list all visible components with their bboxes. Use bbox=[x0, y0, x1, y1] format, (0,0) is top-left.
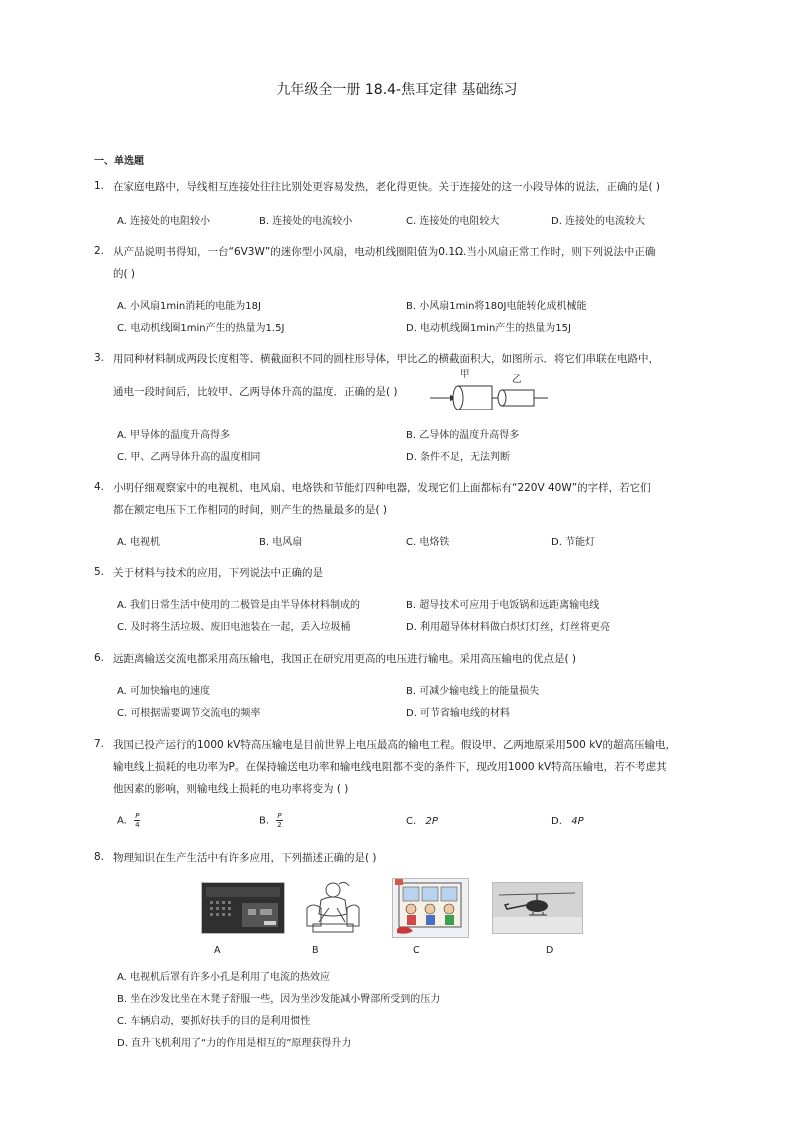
question-stem-line-2: 的( ) bbox=[113, 268, 136, 280]
option-d: D. 可节省输电线的材料 bbox=[406, 708, 511, 719]
conductor-drawing bbox=[430, 366, 550, 410]
option-d: D. 连接处的电流较大 bbox=[551, 216, 646, 227]
option-c: C. 甲、乙两导体升高的温度相同 bbox=[117, 452, 261, 463]
fraction bbox=[276, 812, 282, 829]
question-stem-line-2: 通电一段时间后，比较甲、乙两导体升高的温度．正确的是( ) bbox=[113, 386, 398, 398]
option-d: D. 电动机线圈1min产生的热量为15J bbox=[406, 323, 571, 334]
helicopter-image bbox=[492, 882, 583, 934]
figure-label-a: A bbox=[214, 945, 221, 956]
option-d: D. 直升飞机利用了“力的作用是相互的”原理获得升力 bbox=[117, 1038, 352, 1049]
question-stem-line-1: 从产品说明书得知，一台“6V3W”的迷你型小风扇，电动机线圈阻值为0.1Ω.当小风扇正常工作时，则下列说法中正确 bbox=[113, 246, 656, 258]
question-stem: 远距离输送交流电都采用高压输电，我国正在研究用更高的电压进行输电。采用高压输电的优点是( ) bbox=[113, 653, 577, 665]
question-number: 4. bbox=[94, 481, 105, 493]
option-b: B. 小风扇1min将180J电能转化成机械能 bbox=[406, 301, 587, 312]
option-a bbox=[117, 812, 140, 829]
sofa-image bbox=[299, 878, 361, 936]
option-b: B. 可减少输电线上的能量损失 bbox=[406, 686, 540, 697]
label-jia: 甲 bbox=[460, 369, 470, 380]
question-stem: 关于材料与技术的应用，下列说法中正确的是 bbox=[113, 567, 323, 579]
question-stem: 在家庭电路中，导线相互连接处往往比别处更容易发热，老化得更快。关于连接处的这一小段导体的说法，正确的是( ) bbox=[113, 181, 661, 193]
option-c: C. 电烙铁 bbox=[406, 537, 450, 548]
option-a: A. 电视机 bbox=[117, 537, 161, 548]
option-text: 2P bbox=[425, 816, 438, 827]
figure-label-c: C bbox=[413, 945, 420, 956]
option-c: C. 可根据需要调节交流电的频率 bbox=[117, 708, 261, 719]
option-a: A. 可加快输电的速度 bbox=[117, 686, 211, 697]
question-number: 1. bbox=[94, 180, 105, 192]
option-c: C. 车辆启动，要抓好扶手的目的是利用惯性 bbox=[117, 1016, 311, 1027]
fraction-numerator: P bbox=[135, 812, 140, 820]
question-stem-line-2: 都在额定电压下工作相同的时间，则产生的热量最多的是( ) bbox=[113, 504, 388, 516]
option-b: B. 坐在沙发比坐在木凳子舒服一些，因为坐沙发能减小臀部所受到的压力 bbox=[117, 994, 441, 1005]
option-d: D. 条件不足，无法判断 bbox=[406, 452, 511, 463]
question-number: 2. bbox=[94, 245, 105, 257]
option-letter: A. bbox=[117, 815, 127, 827]
section-heading: 一、单选题 bbox=[94, 156, 144, 167]
fraction-numerator: P bbox=[277, 812, 282, 820]
fraction-denominator: 2 bbox=[277, 821, 282, 829]
label-yi: 乙 bbox=[512, 374, 522, 385]
option-b: B. 乙导体的温度升高得多 bbox=[406, 430, 520, 441]
tv-back-drawing bbox=[202, 883, 284, 933]
bus-image bbox=[392, 878, 469, 938]
question-stem-line-3: 他因素的影响，则输电线上损耗的电功率将变为 ( ) bbox=[113, 783, 349, 795]
question-stem-line-1: 小明仔细观察家中的电视机、电风扇、电烙铁和节能灯四种电器，发现它们上面都标有“220V 40W”的字样，若它们 bbox=[113, 482, 651, 494]
option-d bbox=[551, 815, 584, 827]
option-b bbox=[259, 812, 283, 829]
option-d: D. 利用超导体材料做白炽灯灯丝，灯丝将更亮 bbox=[406, 622, 611, 633]
option-b: B. 超导技术可应用于电饭锅和远距离输电线 bbox=[406, 600, 600, 611]
bus-drawing bbox=[393, 879, 468, 937]
option-b: B. 连接处的电流较小 bbox=[259, 216, 353, 227]
option-a: A. 甲导体的温度升高得多 bbox=[117, 430, 231, 441]
option-letter: D. bbox=[551, 816, 562, 827]
figure-label-b: B bbox=[312, 945, 319, 956]
question-stem-line-1: 我国已投产运行的1000 kV特高压输电是目前世界上电压最高的输电工程。假设甲、乙两地原采用500 kV的超高压输电， bbox=[113, 739, 676, 751]
question-number: 6. bbox=[94, 652, 105, 664]
fraction-denominator: 4 bbox=[135, 821, 140, 829]
question-number: 8. bbox=[94, 851, 105, 863]
option-letter: B. bbox=[259, 815, 270, 827]
tv-back-image bbox=[201, 882, 285, 934]
option-c: C. 电动机线圈1min产生的热量为1.5J bbox=[117, 323, 285, 334]
option-a: A. 小风扇1min消耗的电能为18J bbox=[117, 301, 261, 312]
question-stem-line-1: 用同种材料制成两段长度相等、横截面积不同的圆柱形导体，甲比乙的横截面积大，如图所示．将它们串联在电路中， bbox=[113, 353, 659, 365]
option-d: D. 节能灯 bbox=[551, 537, 596, 548]
question-stem-line-2: 输电线上损耗的电功率为P。在保持输送电功率和输电线电阻都不变的条件下，现改用1000 kV特高压输电，若不考虑其 bbox=[113, 761, 667, 773]
fraction bbox=[134, 812, 140, 829]
option-letter: C. bbox=[406, 816, 417, 827]
question-number: 7. bbox=[94, 738, 105, 750]
sofa-drawing bbox=[299, 878, 361, 936]
question-number: 5. bbox=[94, 566, 105, 578]
question-number: 3. bbox=[94, 352, 105, 364]
question-stem: 物理知识在生产生活中有许多应用，下列描述正确的是( ) bbox=[113, 852, 377, 864]
option-b: B. 电风扇 bbox=[259, 537, 303, 548]
figure-label-d: D bbox=[546, 945, 554, 956]
conductor-figure bbox=[430, 366, 550, 410]
option-a: A. 我们日常生活中使用的二极管是由半导体材料制成的 bbox=[117, 600, 361, 611]
option-a: A. 电视机后罩有许多小孔是利用了电流的热效应 bbox=[117, 972, 331, 983]
option-c bbox=[406, 815, 438, 827]
option-a: A. 连接处的电阻较小 bbox=[117, 216, 211, 227]
option-text: 4P bbox=[571, 816, 584, 827]
option-c: C. 及时将生活垃圾、废旧电池装在一起，丢入垃圾桶 bbox=[117, 622, 351, 633]
helicopter-drawing bbox=[493, 883, 582, 933]
option-c: C. 连接处的电阻较大 bbox=[406, 216, 500, 227]
page-title: 九年级全一册 18.4-焦耳定律 基础练习 bbox=[276, 82, 518, 98]
